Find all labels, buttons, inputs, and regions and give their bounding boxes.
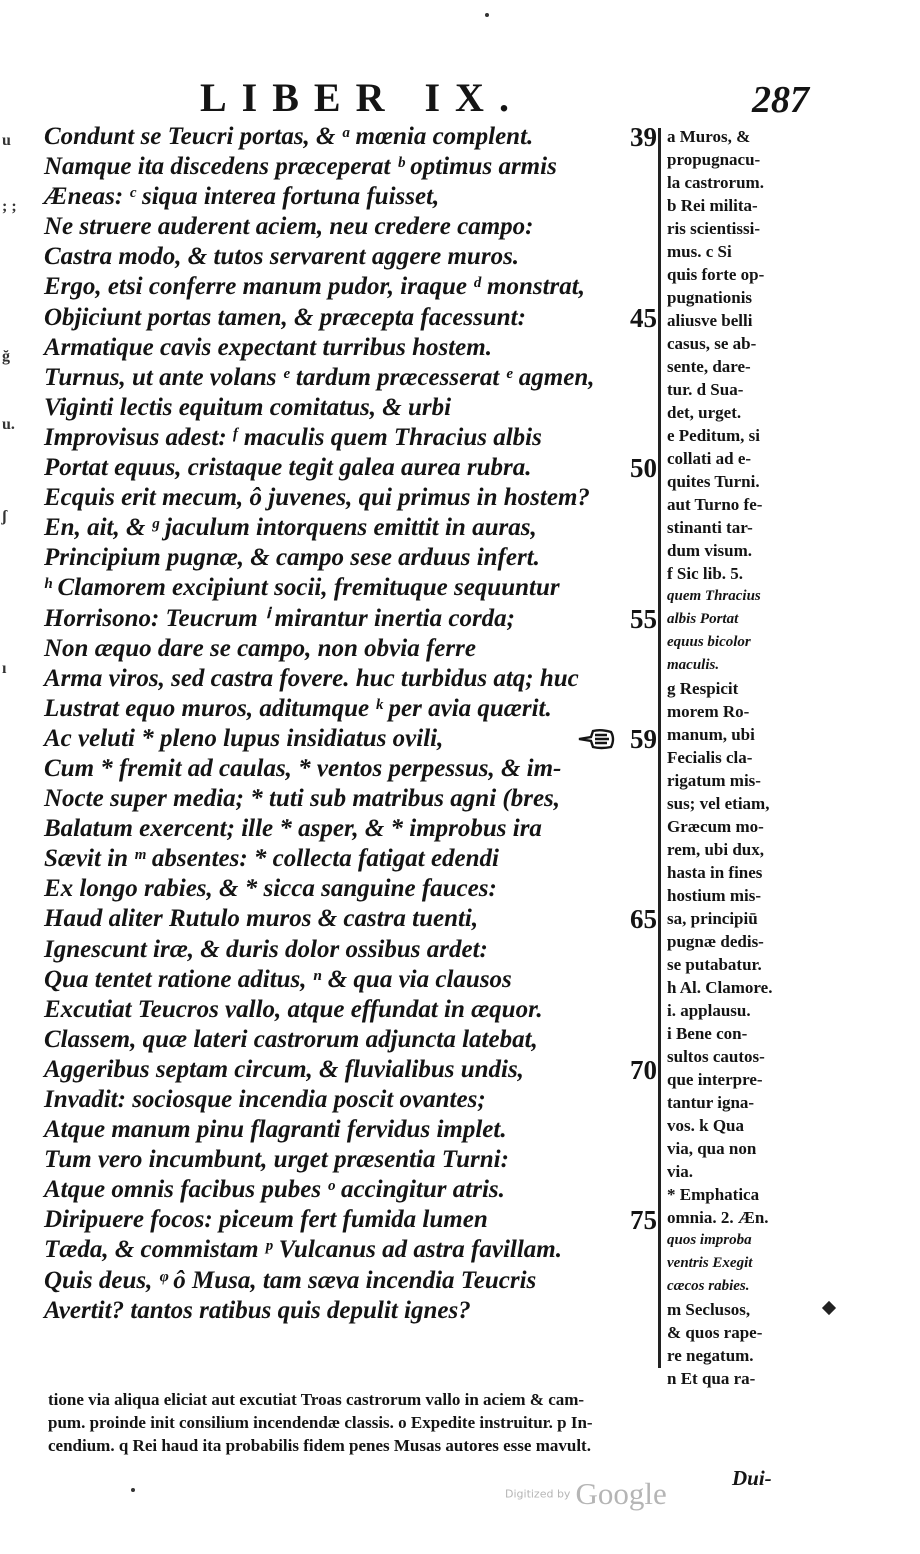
gloss-line: stinanti tar- <box>667 518 753 537</box>
verse-text: Invadit: sociosque incendia poscit ovantes; <box>44 1086 486 1113</box>
verse-text: Quis deus, ᵠ ô Musa, tam sæva incendia Teucris <box>44 1266 537 1294</box>
verse-text: Viginti lectis equitum comitatus, & urbi <box>44 393 452 421</box>
verse-line <box>44 844 659 874</box>
gloss-line: mus. c Si <box>667 242 732 261</box>
verse-line <box>44 1115 659 1145</box>
running-title: LIBER IX. <box>200 75 524 120</box>
gloss-line: pugnæ dedis- <box>667 932 764 951</box>
verse-text: Classem, quæ lateri castrorum adjuncta latebat, <box>44 1025 538 1053</box>
gloss-line: i Bene con- <box>667 1024 748 1043</box>
verse-text: Ignescunt iræ, & duris dolor ossibus ardet: <box>44 935 488 963</box>
left-margin-marks <box>0 120 22 680</box>
verse-text: Aggeribus septam circum, & fluvialibus undis, <box>44 1055 524 1083</box>
gloss-line: quem Thracius <box>667 588 761 604</box>
verse-text: Diripuere focos: piceum fert fumida lumen <box>44 1206 488 1234</box>
verse-line <box>44 1145 659 1175</box>
footnote-line: cendium. q Rei haud ita probabilis fidem penes Musas autores esse mavult. <box>48 1436 591 1455</box>
verse-line <box>44 965 659 995</box>
verse-line-number: 70 <box>630 1054 657 1085</box>
verse-text: Armatique cavis expectant turribus hostem. <box>44 333 492 361</box>
verse-line <box>44 1025 659 1055</box>
margin-ornament-icon <box>822 1301 836 1315</box>
verse-line-number: 45 <box>630 302 657 333</box>
gloss-line: e Peditum, si <box>667 426 761 445</box>
gloss-line: m Seclusos, <box>667 1300 751 1319</box>
gloss-line: quos improba <box>667 1232 752 1248</box>
verse-line-number: 75 <box>630 1205 657 1236</box>
verse-text: En, ait, & ᵍ jaculum intorquens emittit in auras, <box>44 514 537 542</box>
left-margin-mark: u. <box>2 416 15 433</box>
verse-text: Castra modo, & tutos servarent aggere muros. <box>44 243 520 271</box>
verse-text: Condunt se Teucri portas, & ᵃ mœnia complent. <box>44 123 534 150</box>
verse-text: ʰ Clamorem excipiunt socii, fremituque sequuntur <box>44 574 560 602</box>
gloss-line: albis Portat <box>667 611 739 627</box>
top-speck <box>485 13 489 17</box>
verse-line <box>44 122 659 152</box>
verse-text: Principium pugnæ, & campo sese arduus infert. <box>44 544 540 572</box>
verse-text: Lustrat equo muros, aditumque ᵏ per avia quærit. <box>44 694 552 722</box>
verse-line <box>44 573 659 603</box>
verse-line <box>44 423 659 453</box>
gloss-line: * Emphatica <box>667 1185 760 1204</box>
verse-text-block <box>44 122 659 1326</box>
gloss-line: hostium mis- <box>667 886 761 905</box>
gloss-line: n Et qua ra- <box>667 1369 756 1388</box>
verse-line-number: 59 <box>630 723 657 754</box>
verse-line <box>44 935 659 965</box>
verse-text: Ac veluti * pleno lupus insidiatus ovili, <box>44 724 444 752</box>
gloss-line: morem Ro- <box>667 702 750 721</box>
gloss-line: aut Turno fe- <box>667 495 763 514</box>
verse-line <box>44 1175 659 1205</box>
verse-line <box>44 513 659 543</box>
verse-text: Non æquo dare se campo, non obvia ferre <box>44 634 476 662</box>
verse-line <box>44 1055 659 1085</box>
gloss-line: via, qua non <box>667 1139 757 1158</box>
gloss-line: Græcum mo- <box>667 817 764 836</box>
verse-text: Atque omnis facibus pubes ᵒ accingitur atris. <box>44 1176 505 1204</box>
verse-line <box>44 242 659 272</box>
gloss-line: h Al. Clamore. <box>667 978 773 997</box>
gloss-line: la castrorum. <box>667 173 764 192</box>
verse-text: Æneas: ᶜ siqua interea fortuna fuisset, <box>44 183 440 211</box>
verse-text: Arma viros, sed castra fovere. huc turbidus atq; huc <box>44 664 579 692</box>
gloss-line: Fecialis cla- <box>667 748 753 767</box>
gloss-line: aliusve belli <box>667 311 753 330</box>
verse-text: Balatum exercent; ille * asper, & * improbus ira <box>44 815 542 843</box>
marginal-glosses <box>667 125 817 1390</box>
verse-line <box>44 634 659 664</box>
gloss-line: se putabatur. <box>667 955 762 974</box>
verse-line <box>44 754 659 784</box>
verse-text: Avertit? tantos ratibus quis depulit ignes? <box>44 1296 471 1324</box>
left-margin-mark: u <box>2 132 11 149</box>
verse-line <box>44 212 659 242</box>
watermark-prefix: Digitized by <box>505 1487 571 1501</box>
verse-line <box>44 1296 659 1326</box>
verse-text: Tæda, & commistam ᵖ Vulcanus ad astra favillam. <box>44 1236 563 1264</box>
gloss-line: quis forte op- <box>667 265 765 284</box>
gloss-line: collati ad e- <box>667 449 752 468</box>
verse-text: Turnus, ut ante volans ᵉ tardum præcesserat ᵉ agmen, <box>44 363 595 391</box>
verse-line <box>44 272 659 302</box>
footnote-line: pum. proinde init consilium incendendæ classis. o Expedite instruitur. p In- <box>48 1413 593 1432</box>
verse-text: Objiciunt portas tamen, & præcepta facessunt: <box>44 303 526 331</box>
gloss-line: re negatum. <box>667 1346 754 1365</box>
page-number: 287 <box>752 79 809 121</box>
gloss-line: vos. k Qua <box>667 1116 744 1135</box>
verse-line-number: 39 <box>630 122 657 152</box>
verse-text: Ne struere auderent aciem, neu credere campo: <box>44 213 534 241</box>
gloss-line: b Rei milita- <box>667 196 758 215</box>
gloss-line: i. applausu. <box>667 1001 751 1020</box>
verse-line <box>44 1235 659 1265</box>
gloss-line: sente, dare- <box>667 357 751 376</box>
column-rule <box>658 128 661 1368</box>
verse-line <box>44 363 659 393</box>
gloss-line: via. <box>667 1162 693 1181</box>
verse-text: Tum vero incumbunt, urget præsentia Turni: <box>44 1146 509 1174</box>
gloss-line: cæcos rabies. <box>667 1278 750 1294</box>
verse-line <box>44 874 659 904</box>
verse-text: Horrisono: Teucrum ⁱ mirantur inertia corda; <box>44 604 515 632</box>
digitization-watermark <box>505 1476 667 1512</box>
verse-line <box>44 152 659 182</box>
gloss-line: manum, ubi <box>667 725 755 744</box>
gloss-line: sa, principiū <box>667 909 758 928</box>
verse-line <box>44 604 659 634</box>
gloss-line: sultos cautos- <box>667 1047 765 1066</box>
verse-text: Qua tentet ratione aditus, ⁿ & qua via clausos <box>44 965 512 993</box>
gloss-line: casus, se ab- <box>667 334 757 353</box>
verse-line <box>44 1266 659 1296</box>
left-margin-mark: ğ <box>2 348 10 365</box>
gloss-line: & quos rape- <box>667 1323 763 1342</box>
verse-line <box>44 784 659 814</box>
verse-line <box>44 483 659 513</box>
bottom-speck <box>131 1488 135 1492</box>
gloss-line: sus; vel etiam, <box>667 794 770 813</box>
gloss-line: det, urget. <box>667 403 742 422</box>
verse-text: Atque manum pinu flagranti fervidus implet. <box>44 1116 507 1144</box>
verse-text: Excutiat Teucros vallo, atque effundat in æquor. <box>44 995 543 1023</box>
verse-text: Portat equus, cristaque tegit galea aurea rubra. <box>44 454 532 482</box>
verse-line <box>44 814 659 844</box>
verse-line <box>44 904 659 934</box>
verse-text: Nocte super media; * tuti sub matribus agni (bres, <box>44 785 561 813</box>
gloss-line: f Sic lib. 5. <box>667 564 744 583</box>
verse-line <box>44 453 659 483</box>
verse-line <box>44 303 659 333</box>
left-margin-mark: ʃ <box>2 508 7 525</box>
gloss-line: rem, ubi dux, <box>667 840 764 859</box>
verse-text: Cum * fremit ad caulas, * ventos perpessus, & im- <box>44 754 562 782</box>
gloss-line: maculis. <box>667 657 720 673</box>
footnote-line: tione via aliqua eliciat aut excutiat Troas castrorum vallo in aciem & cam- <box>48 1390 585 1409</box>
watermark-brand: Google <box>575 1476 667 1511</box>
verse-text: Improvisus adest: ᶠ maculis quem Thracius albis <box>44 423 542 451</box>
verse-line <box>44 1085 659 1115</box>
footnote-block <box>48 1388 808 1457</box>
gloss-line: equus bicolor <box>667 634 751 650</box>
verse-text: Ecquis erit mecum, ô juvenes, qui primus in hostem? <box>44 484 590 512</box>
verse-text: Namque ita discedens præceperat ᵇ optimus armis <box>44 153 557 181</box>
verse-line-number: 55 <box>630 603 657 634</box>
verse-line <box>44 694 659 724</box>
verse-line <box>44 1205 659 1235</box>
gloss-line: ventris Exegit <box>667 1255 753 1271</box>
gloss-line: ris scientissi- <box>667 219 761 238</box>
verse-text: Ergo, etsi conferre manum pudor, iraque ᵈ monstrat, <box>44 273 585 301</box>
gloss-line: hasta in fines <box>667 863 763 882</box>
pointing-hand-icon <box>577 727 617 751</box>
gloss-line: omnia. 2. Æn. <box>667 1208 769 1227</box>
verse-line-number: 65 <box>630 904 657 935</box>
verse-text: Sævit in ᵐ absentes: * collecta fatigat edendi <box>44 845 499 873</box>
verse-line <box>44 182 659 212</box>
verse-line <box>44 664 659 694</box>
verse-line <box>44 543 659 573</box>
gloss-line: dum visum. <box>667 541 753 560</box>
verse-text: Ex longo rabies, & * sicca sanguine fauces: <box>44 875 497 903</box>
verse-text: Haud aliter Rutulo muros & castra tuenti, <box>44 905 479 933</box>
gloss-line: a Muros, & <box>667 127 751 146</box>
verse-line-number: 50 <box>630 453 657 484</box>
verse-line <box>44 333 659 363</box>
gloss-line: quites Turni. <box>667 472 760 491</box>
verse-line <box>44 724 659 754</box>
gloss-line: rigatum mis- <box>667 771 761 790</box>
catchword: Dui- <box>732 1466 772 1490</box>
gloss-line: pugnationis <box>667 288 753 307</box>
gloss-line: tur. d Sua- <box>667 380 744 399</box>
gloss-line: propugnacu- <box>667 150 761 169</box>
verse-line <box>44 995 659 1025</box>
gloss-line: tantur igna- <box>667 1093 755 1112</box>
verse-line <box>44 393 659 423</box>
left-margin-mark: ; ; <box>2 198 17 215</box>
gloss-line: que interpre- <box>667 1070 763 1089</box>
left-margin-mark: ı <box>2 660 7 677</box>
gloss-line: g Respicit <box>667 679 739 698</box>
